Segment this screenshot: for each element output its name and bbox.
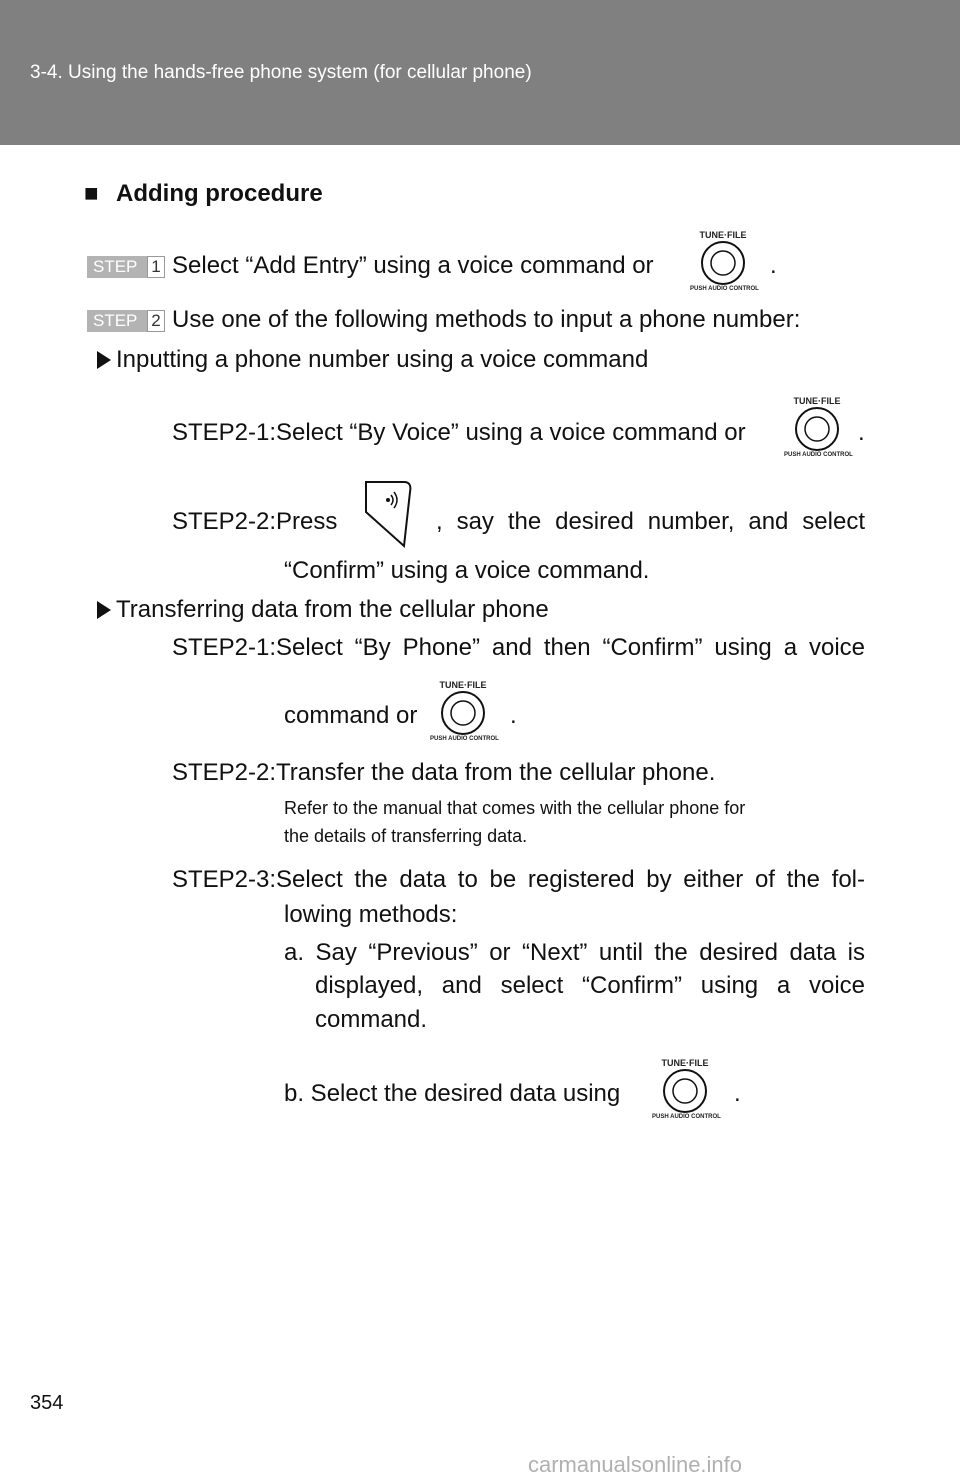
method-2-step-1-text: STEP2-1:Select “By Phone” and then “Confirm” using a voice (172, 634, 865, 661)
step-badge-number: 1 (147, 256, 165, 278)
section-title: Adding procedure (116, 180, 323, 207)
step-1-badge (87, 256, 165, 278)
method-1-title: Inputting a phone number using a voice command (116, 346, 649, 373)
method-2-step-3-line-2: lowing methods: (284, 901, 458, 928)
triangle-arrow-icon (97, 601, 111, 619)
watermark: carmanualsonline.info (528, 1452, 743, 1477)
step-1-text: Select “Add Entry” using a voice command or (172, 252, 654, 279)
triangle-arrow-icon (97, 351, 111, 369)
method-2-title: Transferring data from the cellular phone (116, 596, 549, 623)
method-2-note-line-2: the details of transferring data. (284, 826, 528, 846)
method-2-step-1-period: . (510, 702, 517, 729)
method-1-step-1-period: . (858, 419, 865, 446)
option-b-text: b. Select the desired data using (284, 1080, 621, 1107)
option-a-line-1: a. Say “Previous” or “Next” until the desired data is (284, 939, 865, 966)
method-2-step-2-text: STEP2-2:Transfer the data from the cellular phone. (172, 759, 716, 786)
step-badge-label: STEP (93, 257, 138, 276)
tune-file-knob-icon: TUNE·FILE PUSH AUDIO CONTROL (690, 230, 759, 292)
talk-switch-icon (362, 478, 414, 550)
option-a-line-3: command. (315, 1006, 428, 1033)
method-1-step-2-suffix: , say the desired number, and select (436, 508, 865, 535)
header-title: 3-4. Using the hands-free phone system (for cellular phone) (30, 62, 532, 83)
method-2-step-1-continuation: command or (284, 702, 418, 729)
option-a-line-2: displayed, and select “Confirm” using a voice (315, 972, 865, 999)
step-badge-number: 2 (147, 310, 165, 332)
method-1-step-1-text: STEP2-1:Select “By Voice” using a voice command or (172, 419, 746, 446)
step-1-period: . (770, 252, 777, 279)
step-2-badge (87, 310, 165, 332)
method-1-step-2-prefix: STEP2-2:Press (172, 508, 338, 535)
method-2-note-line-1: Refer to the manual that comes with the cellular phone for (284, 798, 746, 818)
method-2-step-3-line-1: STEP2-3:Select the data to be registered by either of the fol- (172, 866, 865, 893)
tune-file-knob-icon: TUNE·FILE PUSH AUDIO CONTROL (652, 1058, 721, 1120)
section-marker: ■ (84, 180, 99, 207)
page-header (0, 0, 960, 145)
step-badge-label: STEP (93, 311, 138, 330)
step-2-text: Use one of the following methods to input a phone number: (172, 306, 801, 333)
page-number: 354 (30, 1392, 64, 1414)
method-1-step-2-continuation: “Confirm” using a voice command. (284, 557, 650, 584)
tune-file-knob-icon: TUNE·FILE PUSH AUDIO CONTROL (784, 396, 853, 458)
tune-file-knob-icon: TUNE·FILE PUSH AUDIO CONTROL (430, 680, 499, 742)
option-b-period: . (734, 1080, 741, 1107)
